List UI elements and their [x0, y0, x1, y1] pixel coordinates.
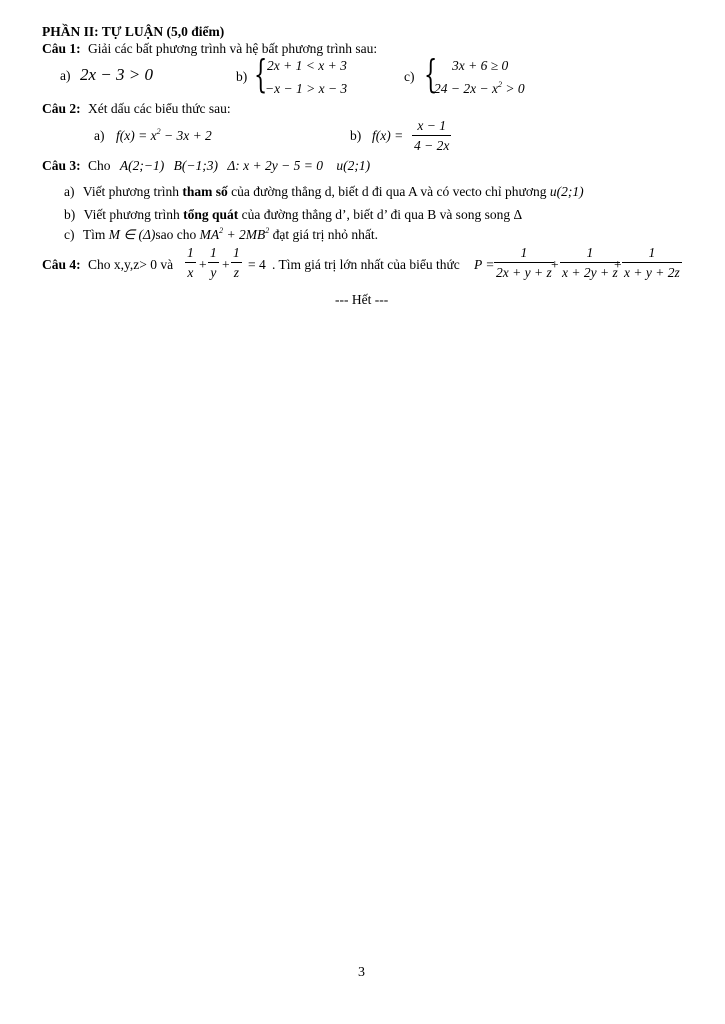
q1-a-label: a) [60, 68, 71, 83]
q4-p-fraction-3: $\frac{1}{x + y + 2z}$ [624, 245, 680, 280]
section-title: PHẦN II: TỰ LUẬN (5,0 điểm) [42, 24, 225, 39]
q2-b-numerator: x − 1 [417, 118, 446, 133]
q4-p-fraction-2: $\frac{1}{x + 2y + z}$ [562, 245, 618, 280]
q2-b-fraction [412, 119, 451, 152]
q1-b-line1: 2x + 1 < x + 3 [267, 58, 347, 73]
q1-a-expr: 2x − 3 > 0 [80, 65, 153, 84]
question-3-label: Câu 3: [42, 158, 81, 173]
q4-fraction-2: $\frac{1}{y}$ [210, 245, 217, 280]
q1-c-line1: 3x + 6 ≥ 0 [452, 58, 509, 73]
question-1-label: Câu 1: [42, 41, 81, 56]
q2-b-denominator: 4 − 2x [412, 135, 451, 153]
vector-u: u(2;1) [336, 158, 371, 173]
q4-fraction-1: $\frac{1}{x}$ [187, 245, 194, 280]
q4-fraction-3: $\frac{1}{z}$ [233, 245, 240, 280]
page-number: 3 [358, 965, 365, 980]
question-4-intro [42, 258, 173, 272]
q2-b-lhs: f(x) = [372, 128, 404, 143]
q4-plus-1: + [199, 257, 207, 272]
q4-p-plus-2: + [614, 257, 622, 272]
point-b: B(−1;3) [173, 158, 218, 173]
question-3-line [42, 159, 370, 173]
question-4-label: Câu 4: [42, 257, 81, 272]
line-delta: Δ: x + 2y − 5 = 0 [227, 158, 323, 173]
question-4-text1: Cho x,y,z> 0 và [88, 257, 174, 272]
q3-a-line: a) Viết phương trình tham số của đường thẳng d, biết d đi qua A và có vecto chỉ phương u(2;1) [64, 184, 584, 199]
point-a: A(2;−1) [119, 158, 165, 173]
question-2-line [42, 102, 231, 116]
question-2-label: Câu 2: [42, 101, 81, 116]
q2-b-label: b) [350, 128, 362, 143]
q1-b-brace: { [254, 52, 268, 96]
question-1-line [42, 42, 377, 56]
q3-b-line: b) Viết phương trình tổng quát của đường thẳng d’, biết d’ đi qua B và song song Δ [64, 207, 523, 222]
q1-b-line2: −x − 1 > x − 3 [265, 81, 348, 96]
q4-p-fraction-1: $\frac{1}{2x + y + z}$ [496, 245, 552, 280]
q4-equals: = 4 [248, 257, 266, 272]
q4-plus-2: + [222, 257, 230, 272]
question-2-text: Xét dấu các biểu thức sau: [88, 101, 231, 116]
q1-c-line2: $24 - 2x - x^2 > 0$ [434, 80, 525, 96]
q1-c-brace: { [424, 52, 438, 96]
q1-c-label: c) [404, 69, 415, 84]
q3-c-line: c) Tìm M ∈ (Δ)sao cho $MA^2 + 2MB^2$ đạt giá trị nhỏ nhất. [64, 226, 379, 242]
q4-text2: . Tìm giá trị lớn nhất của biểu thức [272, 257, 460, 272]
q2-a-label: a) [94, 128, 105, 143]
q4-p-plus-1: + [551, 257, 559, 272]
question-3-cho: Cho [88, 158, 111, 173]
end-marker: --- Hết --- [335, 292, 389, 307]
q4-p-label: P = [474, 257, 495, 272]
q2-a-expr: $f(x) = x^2 - 3x + 2$ [116, 127, 212, 143]
q1-b-label: b) [236, 69, 248, 84]
question-1-text: Giải các bất phương trình và hệ bất phương trình sau: [88, 41, 378, 56]
